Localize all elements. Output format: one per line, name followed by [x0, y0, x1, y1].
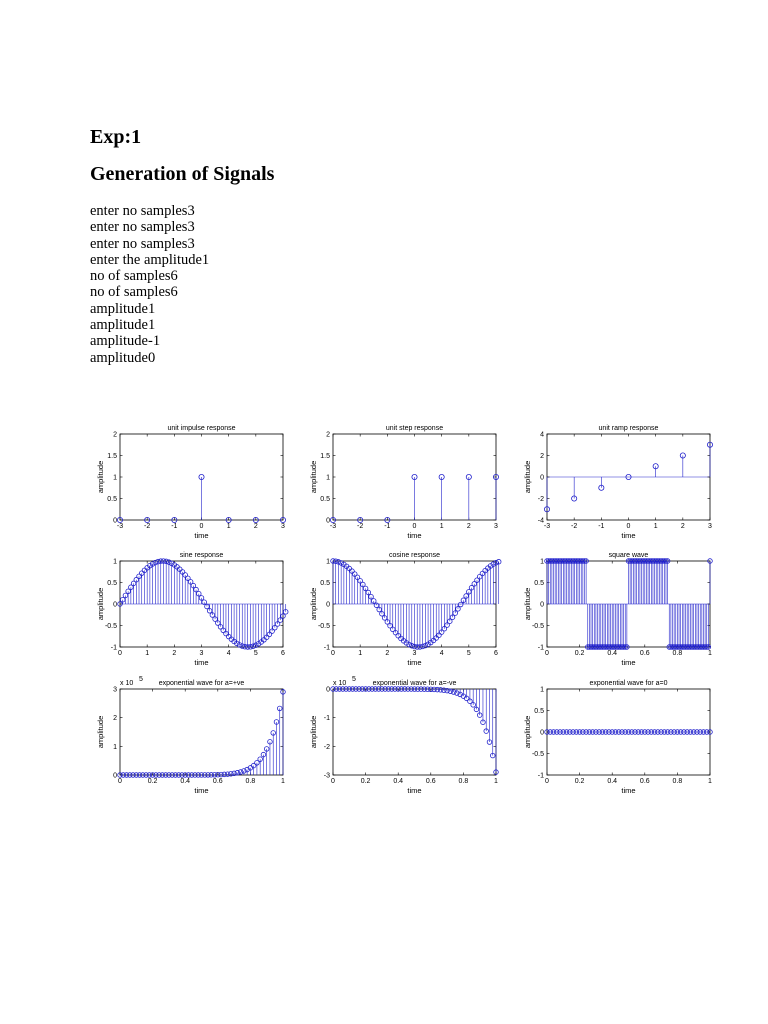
x-tick-label: 0.6	[212, 778, 223, 785]
y-tick-label: 0.5	[320, 496, 330, 503]
x-tick-label: 6	[281, 650, 285, 657]
chart-title: exponential wave for a=+ve	[158, 680, 245, 687]
x-tick-label: 0	[118, 778, 122, 785]
console-line: amplitude1	[90, 300, 156, 317]
console-line: amplitude1	[90, 317, 156, 334]
x-tick-label: 0.6	[639, 778, 650, 785]
x-tick-label: 0	[545, 650, 549, 657]
x-tick-label: 1	[281, 778, 285, 785]
x-tick-label: 0	[412, 523, 417, 530]
y-tick-label: 1	[113, 743, 117, 751]
y-tick-label: -0.5	[531, 623, 544, 630]
y-tick-label: 0	[540, 601, 544, 609]
x-tick-label: 0.4	[393, 778, 404, 785]
experiment-number: Exp:1	[90, 126, 142, 148]
x-tick-label: 0.6	[639, 650, 650, 657]
x-tick-label: -1	[598, 523, 605, 530]
y-axis-label: amplitude	[523, 460, 532, 494]
y-tick-label: -1	[323, 644, 330, 652]
chart-exp_zero	[523, 680, 712, 795]
y-tick-label: 0.5	[320, 580, 330, 587]
x-tick-label: 3	[199, 650, 204, 657]
y-tick-label: 0	[113, 601, 117, 609]
chart-title: unit step response	[385, 425, 444, 432]
x-tick-label: -3	[116, 523, 124, 530]
y-tick-label: 2	[540, 453, 544, 460]
x-tick-label: 0	[331, 778, 335, 785]
x-tick-label: 0.8	[672, 650, 683, 657]
y-tick-label: -1	[537, 644, 544, 652]
axis-exponent-power: 5	[352, 676, 356, 683]
y-tick-label: -1	[537, 772, 544, 780]
y-tick-label: 0.5	[107, 496, 117, 503]
y-tick-label: -0.5	[317, 623, 330, 630]
x-tick-label: -1	[384, 523, 391, 530]
y-tick-label: 0	[326, 686, 330, 694]
y-tick-label: -1	[110, 644, 117, 652]
x-tick-label: 0	[118, 650, 122, 657]
x-tick-label: 2	[466, 523, 471, 530]
x-tick-label: 0.4	[607, 778, 618, 785]
x-axis-label: time	[621, 658, 636, 667]
chart-impulse	[96, 425, 286, 540]
console-line: enter no samples3	[90, 219, 195, 236]
chart-square	[523, 552, 712, 667]
chart-sine	[96, 552, 288, 667]
chart-title: exponential wave for a=0	[589, 680, 668, 687]
x-tick-label: 0	[626, 523, 631, 530]
x-tick-label: -1	[171, 523, 178, 530]
x-tick-label: 0.8	[245, 778, 256, 785]
console-line: amplitude0	[90, 349, 156, 366]
y-axis-label: amplitude	[309, 715, 318, 749]
x-tick-label: 0.4	[180, 778, 191, 785]
chart-title: cosine response	[389, 552, 440, 559]
experiment-title: Generation of Signals	[90, 163, 275, 185]
chart-title: square wave	[608, 552, 649, 559]
x-axis-label: time	[194, 531, 209, 540]
chart-exp_neg	[309, 676, 498, 795]
y-axis-label: amplitude	[96, 460, 105, 494]
x-axis-label: time	[407, 531, 422, 540]
x-tick-label: 3	[494, 523, 498, 530]
x-tick-label: 0.2	[574, 778, 585, 785]
x-tick-label: 5	[466, 650, 471, 657]
x-tick-label: 1	[358, 650, 363, 657]
y-tick-label: 3	[113, 686, 117, 694]
x-tick-label: 2	[680, 523, 685, 530]
x-tick-label: 4	[226, 650, 231, 657]
x-tick-label: 1	[653, 523, 658, 530]
x-tick-label: 4	[439, 650, 444, 657]
x-axis-label: time	[194, 786, 209, 795]
x-tick-label: 0.4	[607, 650, 618, 657]
console-line: amplitude-1	[90, 333, 161, 350]
plot-frame	[333, 689, 496, 775]
x-tick-label: 2	[172, 650, 177, 657]
y-axis-label: amplitude	[96, 587, 105, 621]
chart-exp_pos	[96, 676, 285, 795]
y-tick-label: 0	[540, 474, 544, 482]
y-axis-label: amplitude	[96, 715, 105, 749]
x-tick-label: 0	[331, 650, 335, 657]
x-axis-label: time	[407, 786, 422, 795]
y-tick-label: 0.5	[534, 580, 544, 587]
axis-exponent-label: x 10	[333, 680, 347, 687]
y-axis-label: amplitude	[309, 460, 318, 494]
x-tick-label: 0.2	[574, 650, 585, 657]
y-tick-label: 2	[113, 431, 117, 439]
y-tick-label: 1	[540, 558, 544, 566]
x-tick-label: 6	[494, 650, 498, 657]
y-tick-label: 0.5	[534, 708, 544, 715]
chart-step	[309, 425, 499, 540]
y-tick-label: 2	[326, 431, 330, 439]
chart-title: exponential wave for a=-ve	[372, 680, 457, 687]
chart-title: sine response	[179, 552, 224, 559]
y-tick-label: -4	[537, 517, 544, 525]
x-tick-label: 1	[145, 650, 150, 657]
y-tick-label: 1	[113, 558, 117, 566]
y-tick-label: 1	[326, 474, 330, 482]
x-tick-label: 2	[253, 523, 258, 530]
chart-cosine	[309, 552, 501, 667]
y-tick-label: 0	[113, 517, 117, 525]
y-tick-label: -0.5	[531, 751, 544, 758]
x-tick-label: 3	[281, 523, 285, 530]
plot-frame	[120, 689, 283, 775]
x-axis-label: time	[407, 658, 422, 667]
y-tick-label: -3	[323, 772, 330, 780]
x-tick-label: -3	[543, 523, 551, 530]
y-tick-label: 1	[540, 686, 544, 694]
x-axis-label: time	[194, 658, 209, 667]
x-tick-label: 2	[385, 650, 390, 657]
x-tick-label: 0.8	[458, 778, 469, 785]
x-tick-label: -2	[357, 523, 364, 530]
chart-title: unit impulse response	[167, 425, 236, 432]
y-axis-label: amplitude	[523, 587, 532, 621]
y-tick-label: 1	[326, 558, 330, 566]
x-axis-label: time	[621, 531, 636, 540]
x-tick-label: 1	[494, 778, 498, 785]
y-tick-label: 1	[113, 474, 117, 482]
x-tick-label: 1	[708, 650, 712, 657]
x-tick-label: 3	[412, 650, 417, 657]
y-tick-label: -1	[323, 715, 330, 723]
x-tick-label: 0.6	[425, 778, 436, 785]
y-tick-label: 0	[113, 772, 117, 780]
x-tick-label: -3	[329, 523, 337, 530]
x-axis-label: time	[621, 786, 636, 795]
y-tick-label: 0	[540, 729, 544, 737]
chart-ramp	[523, 425, 713, 540]
y-axis-label: amplitude	[523, 715, 532, 749]
y-tick-label: 2	[113, 715, 117, 723]
x-tick-label: 0.8	[672, 778, 683, 785]
x-tick-label: 0.2	[147, 778, 158, 785]
y-axis-label: amplitude	[309, 587, 318, 621]
chart-title: unit ramp response	[598, 425, 659, 432]
console-line: enter no samples3	[90, 203, 195, 219]
x-tick-label: -2	[144, 523, 151, 530]
x-tick-label: 1	[226, 523, 231, 530]
y-tick-label: 0.5	[107, 580, 117, 587]
x-tick-label: 1	[439, 523, 444, 530]
x-tick-label: 0	[545, 778, 549, 785]
y-tick-label: 1.5	[320, 453, 330, 460]
y-tick-label: 4	[540, 431, 544, 439]
console-line: no of samples6	[90, 268, 178, 285]
y-tick-label: 1.5	[107, 453, 117, 460]
y-tick-label: 0	[326, 517, 330, 525]
axis-exponent-label: x 10	[120, 680, 134, 687]
x-tick-label: 3	[708, 523, 712, 530]
y-tick-label: -0.5	[104, 623, 117, 630]
console-line: no of samples6	[90, 284, 178, 301]
x-tick-label: 5	[253, 650, 258, 657]
x-tick-label: 1	[708, 778, 712, 785]
axis-exponent-power: 5	[139, 676, 143, 683]
y-tick-label: 0	[326, 601, 330, 609]
console-line: enter the amplitude1	[90, 251, 210, 268]
x-tick-label: 0	[199, 523, 204, 530]
console-line: enter no samples3	[90, 235, 195, 252]
x-tick-label: -2	[571, 523, 578, 530]
y-tick-label: -2	[537, 496, 544, 503]
y-tick-label: -2	[323, 743, 330, 751]
x-tick-label: 0.2	[360, 778, 371, 785]
